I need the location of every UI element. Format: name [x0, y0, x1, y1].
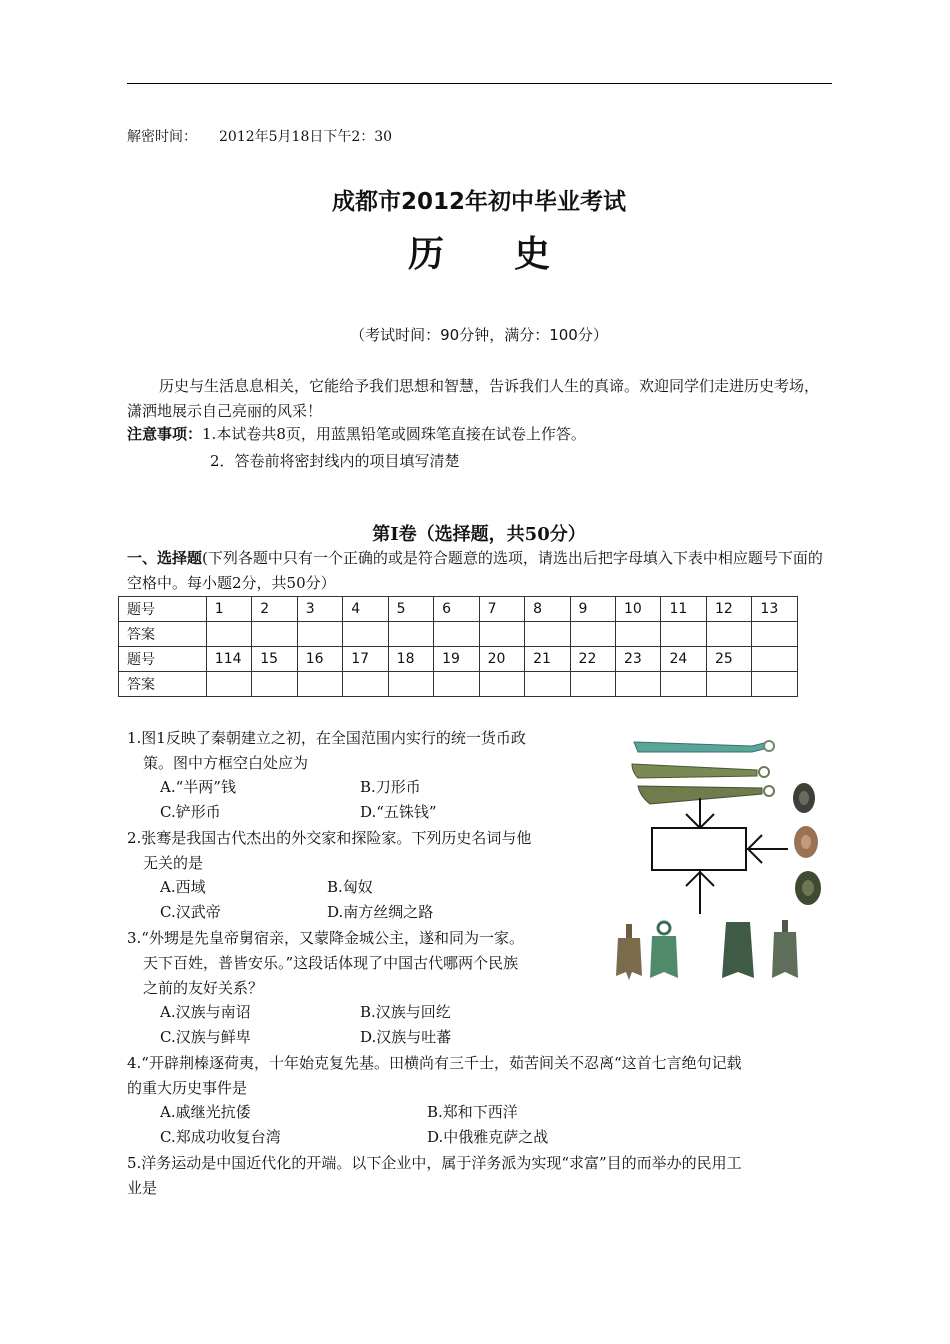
answer-cell[interactable] — [206, 672, 251, 697]
left-arrow-icon — [746, 835, 788, 863]
question-number-cell: 17 — [343, 647, 388, 672]
table-row — [119, 597, 798, 622]
question-number-cell: 9 — [570, 597, 615, 622]
question-number-cell: 16 — [297, 647, 342, 672]
question-number-cell: 22 — [570, 647, 615, 672]
answer-cell[interactable] — [297, 672, 342, 697]
answer-cell[interactable] — [252, 622, 297, 647]
option-b: B.郑和下西洋 — [427, 1103, 518, 1121]
option-a: A.西域 — [160, 878, 206, 896]
question-number-cell: 4 — [343, 597, 388, 622]
answer-cell[interactable] — [252, 672, 297, 697]
option-d: D.汉族与吐蕃 — [360, 1028, 452, 1046]
intro-paragraph: 历史与生活息息相关，它能给予我们思想和智慧，告诉我们人生的真谛。欢迎同学们走进历史考场，潇洒地展示自己亮丽的风采！ — [127, 377, 820, 420]
question-number-cell: 2 — [252, 597, 297, 622]
option-b: B.匈奴 — [327, 878, 373, 896]
answer-cell[interactable] — [388, 622, 433, 647]
option-d: D.中俄雅克萨之战 — [427, 1128, 549, 1146]
ant-nose-coin-icon — [795, 871, 821, 905]
answer-cell[interactable] — [525, 672, 570, 697]
question-1 — [127, 726, 597, 776]
row-label: 题号 — [119, 647, 207, 672]
answer-cell[interactable] — [752, 672, 798, 697]
decrypt-value: 2012年5月18日下午2：30 — [219, 129, 393, 145]
mcq-label: 一、选择题 — [127, 549, 203, 567]
question-number-cell: 8 — [525, 597, 570, 622]
question-number-cell: 20 — [479, 647, 524, 672]
currency-figure — [612, 736, 822, 991]
question-number-cell: 6 — [434, 597, 479, 622]
question-3 — [127, 926, 597, 1001]
question-number-cell: 23 — [616, 647, 661, 672]
table-row — [119, 647, 798, 672]
knife-coin-icon — [634, 741, 774, 752]
option-c: C.汉武帝 — [160, 903, 221, 921]
option-c: C.汉族与鲜卑 — [160, 1028, 251, 1046]
mcq-text: (下列各题中只有一个正确的或是符合题意的选项，请选出后把字母填入下表中相应题号下面的空格中。每小题2分，共50分） — [127, 549, 823, 592]
answer-cell[interactable] — [434, 622, 479, 647]
question-stem: 无关的是 — [143, 854, 204, 872]
answer-cell[interactable] — [616, 622, 661, 647]
question-number-cell: 1 — [206, 597, 251, 622]
header-rule — [127, 83, 832, 84]
exam-duration: （考试时间：90分钟，满分：100分） — [350, 326, 608, 344]
question-number-cell: 10 — [616, 597, 661, 622]
answer-cell[interactable] — [706, 672, 751, 697]
question-stem: 之前的友好关系？ — [143, 979, 264, 997]
notes — [127, 422, 832, 447]
answer-cell[interactable] — [434, 672, 479, 697]
answer-cell[interactable] — [570, 622, 615, 647]
question-number-cell: 18 — [388, 647, 433, 672]
option-d: D.南方丝绸之路 — [327, 903, 434, 921]
answer-cell[interactable] — [297, 622, 342, 647]
question-stem: 5.洋务运动是中国近代化的开端。以下企业中，属于洋务派为实现“求富”目的而举办的民用工 — [127, 1154, 742, 1172]
answer-cell[interactable] — [616, 672, 661, 697]
ant-nose-coin-icon — [793, 783, 815, 813]
knife-coin-icon — [638, 786, 774, 804]
answer-table — [118, 596, 798, 697]
option-a: A.戚继光抗倭 — [160, 1103, 251, 1121]
answer-cell[interactable] — [752, 622, 798, 647]
question-stem: 的重大历史事件是 — [127, 1079, 248, 1097]
down-arrow-icon — [686, 798, 714, 828]
option-b: B.刀形币 — [360, 778, 421, 796]
question-number-cell: 19 — [434, 647, 479, 672]
exam-title: 成都市2012年初中毕业考试 — [331, 189, 626, 215]
answer-cell[interactable] — [388, 672, 433, 697]
question-number-cell: 7 — [479, 597, 524, 622]
question-number-cell — [752, 647, 798, 672]
question-number-cell: 25 — [706, 647, 751, 672]
notes-item-2: 2．答卷前将密封线内的项目填写清楚 — [210, 452, 460, 470]
notes-label: 注意事项： — [127, 425, 203, 443]
question-stem: 2.张骞是我国古代杰出的外交家和探险家。下列历史名词与他 — [127, 829, 532, 847]
spade-coin-icon — [650, 922, 678, 978]
question-2 — [127, 826, 597, 876]
question-number-cell: 21 — [525, 647, 570, 672]
spade-coin-icon — [772, 920, 798, 978]
question-number-cell: 24 — [661, 647, 706, 672]
question-number-cell: 12 — [706, 597, 751, 622]
option-c: C.铲形币 — [160, 803, 221, 821]
decrypt-label: 解密时间： — [127, 129, 197, 145]
spade-coin-icon — [616, 924, 642, 980]
question-5 — [127, 1151, 832, 1201]
notes-item-1: 1.本试卷共8页，用蓝黑铅笔或圆珠笔直接在试卷上作答。 — [202, 425, 586, 443]
row-label: 答案 — [119, 672, 207, 697]
option-b: B.汉族与回纥 — [360, 1003, 451, 1021]
answer-cell[interactable] — [706, 622, 751, 647]
ant-nose-coin-icon — [794, 826, 818, 858]
mcq-instructions — [127, 546, 832, 596]
answer-cell[interactable] — [525, 622, 570, 647]
question-stem: 天下百姓，普皆安乐。”这段话体现了中国古代哪两个民族 — [143, 954, 519, 972]
section-title: 第Ⅰ卷（选择题，共50分） — [372, 524, 586, 545]
answer-cell[interactable] — [661, 622, 706, 647]
question-number-cell: 11 — [661, 597, 706, 622]
answer-cell[interactable] — [479, 622, 524, 647]
subject-title: 历史 — [407, 233, 620, 275]
question-number-cell: 3 — [297, 597, 342, 622]
answer-cell[interactable] — [206, 622, 251, 647]
up-arrow-icon — [686, 870, 714, 914]
question-stem: 3.“外甥是先皇帝舅宿亲，又蒙降金城公主，遂和同为一家。 — [127, 929, 524, 947]
answer-cell[interactable] — [343, 672, 388, 697]
option-a: A.“半两”钱 — [160, 778, 236, 796]
question-stem: 策。图中方框空白处应为 — [143, 754, 309, 772]
table-row — [119, 672, 798, 697]
question-stem: 1.图1反映了秦朝建立之初，在全国范围内实行的统一货币政 — [127, 729, 526, 747]
answer-cell[interactable] — [479, 672, 524, 697]
row-label: 答案 — [119, 622, 207, 647]
option-c: C.郑成功收复台湾 — [160, 1128, 281, 1146]
question-stem: 业是 — [127, 1179, 158, 1197]
row-label: 题号 — [119, 597, 207, 622]
option-a: A.汉族与南诏 — [160, 1003, 251, 1021]
spade-coin-icon — [722, 922, 754, 978]
answer-cell[interactable] — [570, 672, 615, 697]
question-stem: 4.“开辟荆榛逐荷夷，十年始克复先基。田横尚有三千士，茹苦间关不忍离“这首七言绝句记载 — [127, 1054, 742, 1072]
question-number-cell: 5 — [388, 597, 433, 622]
question-number-cell: 114 — [206, 647, 251, 672]
knife-coin-icon — [632, 764, 769, 778]
table-row — [119, 622, 798, 647]
answer-cell[interactable] — [661, 672, 706, 697]
question-4 — [127, 1051, 832, 1101]
answer-cell[interactable] — [343, 622, 388, 647]
decrypt-time — [127, 126, 392, 146]
blank-box — [652, 828, 746, 870]
question-number-cell: 15 — [252, 647, 297, 672]
question-number-cell: 13 — [752, 597, 798, 622]
option-d: D.“五铢钱” — [360, 803, 437, 821]
